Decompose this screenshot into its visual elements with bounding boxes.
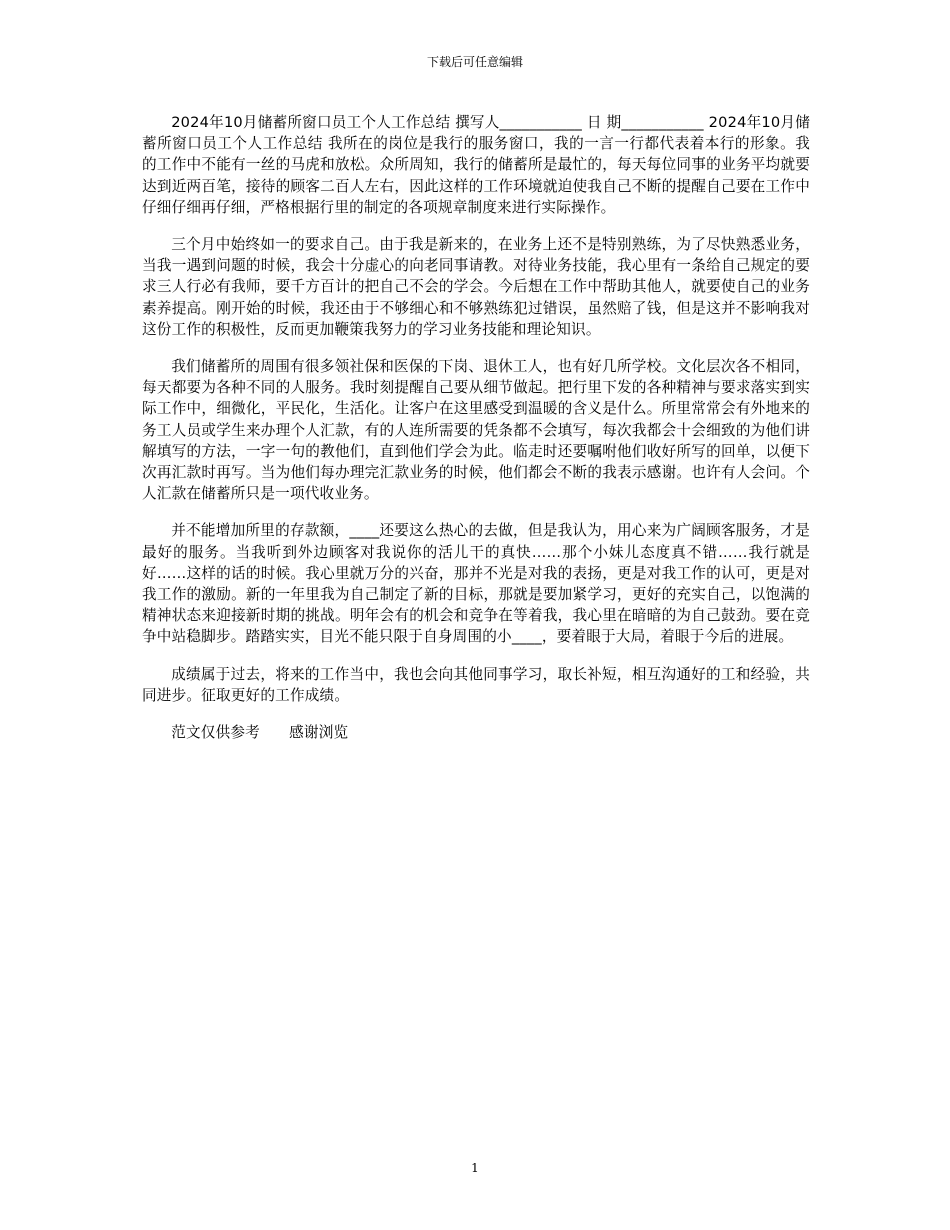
paragraph-service: 我们储蓄所的周围有很多领社保和医保的下岗、退休工人，也有好几所学校。文化层次各不相同，每天都要为各种不同的人服务。我时刻提醒自己要从细节做起。把行里下发的各种精神与要求落实到实际工作中，细微化，平民化，生活化。让客户在这里感受到温暖的含义是什么。所里常常会有外地来的务工人员或学生来办理个人汇款，有的人连所需要的凭条都不会填写，每次我都会十会细致的为他们讲解填写的方法，一字一句的教他们，直到他们学会为此。临走时还要嘱咐他们收好所写的回单，以便下次再汇款时再写。当为他们每办理完汇款业务的时候，他们都会不断的我表示感谢。也许有人会问。个人汇款在储蓄所只是一项代收业务。 <box>142 358 810 503</box>
page-number: 1 <box>471 1161 479 1175</box>
paragraph-goals: 并不能增加所里的存款额，____还要这么热心的去做，但是我认为，用心来为广阔顾客服务，才是最好的服务。当我听到外边顾客对我说你的活儿干的真快……那个小妹儿态度真不错……我行就是好……这样的话的时候。我心里就万分的兴奋，那并不光是对我的表扬，更是对我工作的认可，更是对我工作的激励。新的一年里我为自己制定了新的目标，那就是要加紧学习，更好的充实自己，以饱满的精神状态来迎接新时期的挑战。明年会有的机会和竞争在等着我，我心里在暗暗的为自己鼓劲。要在竞争中站稳脚步。踏踏实实，目光不能只限于自身周围的小____，要着眼于大局，着眼于今后的进展。 <box>142 522 810 646</box>
paragraph-intro: 2024年10月储蓄所窗口员工个人工作总结 撰写人___________ 日 期___________ 2024年10月储蓄所窗口员工个人工作总结 我所在的岗位是我行的服务窗口，我的一言一行都代表着本行的形象。我的工作中不能有一丝的马虎和放松。众所周知，我行的储蓄所是最忙的，每天每位同事的业务平均就要达到近两百笔，接待的顾客二百人左右，因此这样的工作环境就迫使我自己不断的提醒自己要在工作中仔细仔细再仔细，严格根据行里的制定的各项规章制度来进行实际操作。 <box>142 114 810 216</box>
paragraph-conclusion: 成绩属于过去，将来的工作当中，我也会向其他同事学习，取长补短，相互沟通好的工和经验，共同进步。征取更好的工作成绩。 <box>142 665 810 704</box>
closing-note <box>142 722 810 743</box>
closing-note-thanks: 感谢浏览 <box>289 724 349 742</box>
page-header-note: 下载后可任意编辑 <box>426 55 523 69</box>
document-body <box>142 112 810 743</box>
closing-note-reference: 范文仅供参考 <box>171 724 260 742</box>
paragraph-learning: 三个月中始终如一的要求自己。由于我是新来的，在业务上还不是特别熟练，为了尽快熟悉业务，当我一遇到问题的时候，我会十分虚心的向老同事请教。对待业务技能，我心里有一条给自己规定的要求三人行必有我师，要千方百计的把自己不会的学会。今后想在工作中帮助其他人，就要使自己的业务素养提高。刚开始的时候，我还由于不够细心和不够熟练犯过错误，虽然赔了钱，但是这并不影响我对这份工作的积极性，反而更加鞭策我努力的学习业务技能和理论知识。 <box>142 236 810 338</box>
